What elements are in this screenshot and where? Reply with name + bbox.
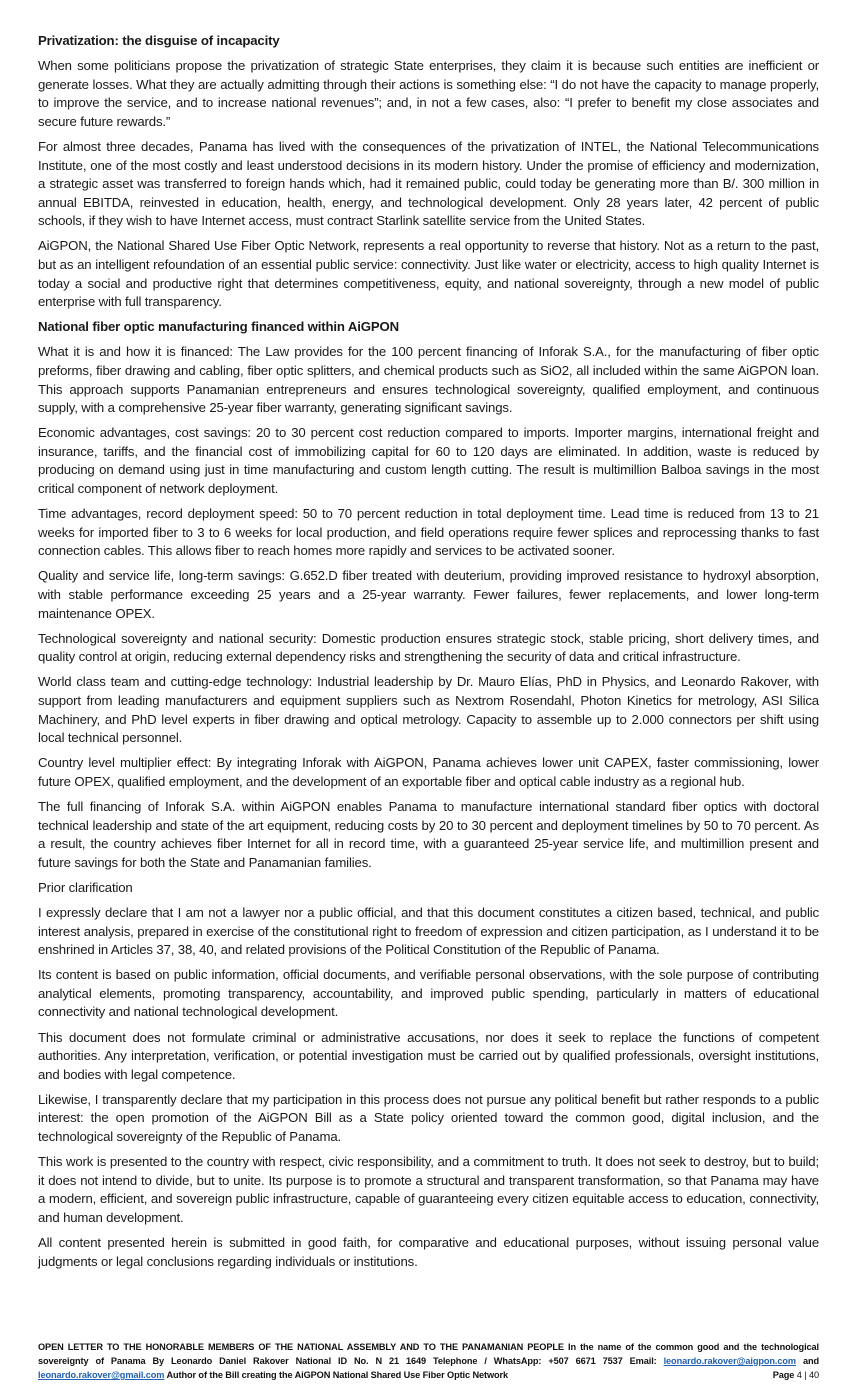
paragraph: Time advantages, record deployment speed: 50 to 70 percent reduction in total deployment time. Lead time is reduced from 13 to 21 weeks for imported fiber to 3 to 6 weeks for local production, and field operations require fewer splices and reprocessing thanks to fast connection cables. This allows fiber to reach homes more rapidly and services to be activated sooner. xyxy=(38,506,819,559)
page-number xyxy=(773,1368,819,1382)
paragraph: For almost three decades, Panama has lived with the consequences of the privatization of INTEL, the National Telecommunications Institute, one of the most costly and least understood decisions in its modern history. Under the promise of efficiency and modernization, a strategic asset was transferred to foreign hands which, had it remained public, could today be generating more than B/. 300 million in annual EBITDA, reinvested in education, health, energy, and technological development. Only 28 years later, 42 percent of public schools, if they wish to have Internet access, must contract Starlink satellite service from the United States. xyxy=(38,138,819,229)
paragraph: Economic advantages, cost savings: 20 to 30 percent cost reduction compared to imports. Importer margins, international freight and insurance, tariffs, and the financial cost of immobilizing capital for 60 to 120 days are eliminated. In addition, waste is reduced by producing on demand using just in time manufacturing and custom length cutting. The result is multimillion Balboa savings in the most critical component of network deployment. xyxy=(38,425,819,497)
footer-text: OPEN LETTER TO THE HONORABLE MEMBERS OF THE NATIONAL ASSEMBLY AND TO THE PANAMANIAN PEOPLE In the name of the common good and the technological sovereignty of Panama By Leonardo Daniel Rakover National ID No. N 21 1649 Telephone / WhatsApp: +507 6671 7537 Email: xyxy=(38,1342,819,1366)
page-label: Page xyxy=(772,1370,795,1380)
email-link-aigpon[interactable]: leonardo.rakover@aigpon.com xyxy=(663,1356,796,1366)
paragraph: I expressly declare that I am not a lawyer nor a public official, and that this document constitutes a citizen based, technical, and public interest analysis, prepared in exercise of the constitutional right to freedom of expression and citizen participation, as I understand it to be enshrined in Articles 37, 38, 40, and related provisions of the Political Constitution of the Republic of Panama. xyxy=(38,904,819,958)
page-footer xyxy=(38,1340,819,1382)
paragraph: Quality and service life, long-term savings: G.652.D fiber treated with deuterium, providing improved resistance to hydroxyl absorption, with stable performance exceeding 25 years and a 25-year warranty. Fewer failures, fewer replacements, and lower long-term maintenance OPEX. xyxy=(38,568,819,621)
paragraph: Technological sovereignty and national security: Domestic production ensures strategic stock, stable pricing, short delivery times, and quality control at origin, reducing external dependency risks and strengthening the security of data and critical infrastructure. xyxy=(38,630,819,665)
paragraph: AiGPON, the National Shared Use Fiber Optic Network, represents a real opportunity to reverse that history. Not as a return to the past, but as an intelligent refoundation of an essential public service: connectivity. Just like water or electricity, access to high quality Internet is today a social and productive right that determines competitiveness, equity, and national sovereignty, through a new model of public enterprise with full transparency. xyxy=(38,238,819,310)
paragraph: Country level multiplier effect: By integrating Inforak with AiGPON, Panama achieves lower unit CAPEX, faster commissioning, lower future OPEX, qualified employment, and the development of an exportable fiber and optical cable industry as a regional hub. xyxy=(38,755,819,789)
paragraph: The full financing of Inforak S.A. within AiGPON enables Panama to manufacture international standard fiber optics with doctoral technical leadership and state of the art equipment, reducing costs by 20 to 30 percent and deployment timelines by 50 to 70 percent. As a result, the country achieves fiber Internet for all in record time, with a guaranteed 25-year service life, and multimillion present and future savings for both the State and Panamanian families. xyxy=(38,798,819,870)
page-count: 4 | 40 xyxy=(796,1370,819,1380)
paragraph: When some politicians propose the privatization of strategic State enterprises, they claim it is because such entities are inefficient or generate losses. What they are actually admitting through their actions is something else: “I do not have the capacity to manage properly, to improve the service, and to increase national revenues”; and, in not a few cases, also: “I prefer to benefit my close associates and secure future rewards.” xyxy=(38,58,819,129)
paragraph: What it is and how it is financed: The Law provides for the 100 percent financing of Inforak S.A., for the manufacturing of fiber optic preforms, fiber drawing and cabling, fiber optic splitters, and chemical products such as SiO2, all included within the same AiGPON loan. This approach supports Panamanian entrepreneurs and ensures technological sovereignty, qualified employment, and continuous supply, with a comprehensive 25-year fiber warranty, generating significant savings. xyxy=(38,344,819,416)
paragraph: This document does not formulate criminal or administrative accusations, nor does it seek to replace the functions of competent authorities. Any interpretation, verification, or potential investigation must be carried out by qualified professionals, oversight institutions, and bodies with legal competence. xyxy=(38,1029,819,1082)
paragraph: This work is presented to the country with respect, civic responsibility, and a commitment to truth. It does not seek to destroy, but to build; it does not intend to divide, but to unite. Its purpose is to promote a structural and transparent transformation, so that Panama may have a modern, efficient, and sovereign public infrastructure, capable of guaranteeing every citizen equitable access to education, connectivity, and human development. xyxy=(38,1154,819,1225)
paragraph: Likewise, I transparently declare that my participation in this process does not pursue any political benefit but rather responds to a public interest: the open promotion of the AiGPON Bill as a State policy oriented toward the common good, digital inclusion, and the technological sovereignty of the Republic of Panama. xyxy=(38,1091,819,1144)
document-page xyxy=(38,32,819,1278)
email-link-gmail[interactable]: leonardo.rakover@gmail.com xyxy=(38,1370,165,1380)
paragraph: World class team and cutting-edge technology: Industrial leadership by Dr. Mauro Elías, PhD in Physics, and Leonardo Rakover, with support from leading manufacturers and equipment suppliers such as Nextrom Rosendahl, Photon Kinetics for metrology, ASI Silica Machinery, and PhD level experts in fiber drawing and optical metrology. Capacity to assemble up to 2.000 connectors per shift using local technical personnel. xyxy=(38,674,819,746)
footer-text-and: and xyxy=(795,1356,819,1366)
paragraph: Its content is based on public information, official documents, and verifiable personal observations, with the sole purpose of contributing analytical elements, promoting transparency, accountability, and improved public spending, particularly in matters of educational connectivity and national technological development. xyxy=(38,967,819,1020)
footer-author-text: Author of the Bill creating the AiGPON National Shared Use Fiber Optic Network xyxy=(164,1370,509,1380)
section-heading-fiber-manufacturing: National fiber optic manufacturing financed within AiGPON xyxy=(38,319,399,335)
paragraph: All content presented herein is submitted in good faith, for comparative and educational purposes, without issuing personal value judgments or legal conclusions regarding individuals or institutions. xyxy=(38,1234,819,1269)
section-heading-privatization: Privatization: the disguise of incapacity xyxy=(38,33,280,48)
section-heading-prior-clarification: Prior clarification xyxy=(38,879,133,895)
